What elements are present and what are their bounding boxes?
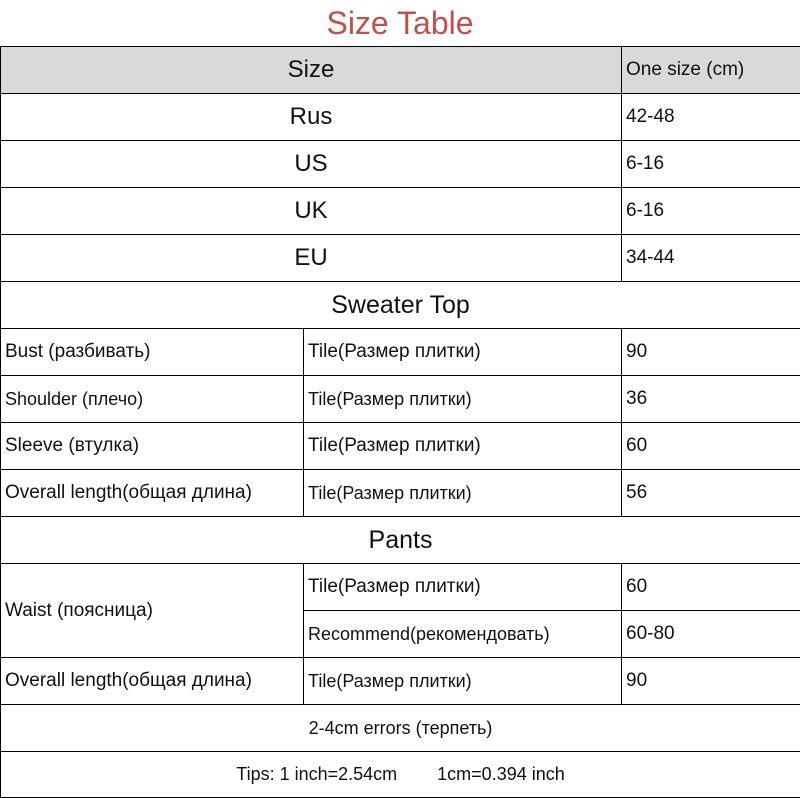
measure-name-cell: Shoulder (плечо) (1, 376, 304, 423)
note-row (1, 705, 800, 752)
header-size-cell: Size (1, 47, 622, 94)
conversion-tips: Tips: 1 inch=2.54cm 1cm=0.394 inch (1, 752, 800, 798)
measure-value-cell: 36 (622, 376, 800, 423)
size-label-cell: Rus (1, 94, 622, 141)
size-value-cell: 34-44 (622, 235, 800, 282)
table-row (1, 235, 800, 282)
measure-name-cell: Overall length(общая длина) (1, 658, 304, 705)
measure-name-cell: Overall length(общая длина) (1, 470, 304, 517)
size-label-cell: US (1, 141, 622, 188)
table-row (1, 329, 800, 376)
size-label-cell: EU (1, 235, 622, 282)
measure-value-cell: 60 (622, 564, 800, 611)
table-row (1, 423, 800, 470)
measure-value-cell: 90 (622, 329, 800, 376)
header-value-cell: One size (cm) (622, 47, 800, 94)
table-header-row (1, 47, 800, 94)
measure-method-cell: Recommend(рекомендовать) (304, 611, 622, 658)
section-title-sweater: Sweater Top (1, 282, 800, 329)
table-row (1, 564, 800, 611)
measure-method-cell: Tile(Размер плитки) (304, 376, 622, 423)
size-value-cell: 42-48 (622, 94, 800, 141)
measure-method-cell: Tile(Размер плитки) (304, 329, 622, 376)
section-row (1, 517, 800, 564)
measure-value-cell: 60-80 (622, 611, 800, 658)
size-label-cell: UK (1, 188, 622, 235)
table-row (1, 470, 800, 517)
tolerance-note: 2-4cm errors (терпеть) (1, 705, 800, 752)
measure-method-cell: Tile(Размер плитки) (304, 564, 622, 611)
measure-name-cell: Sleeve (втулка) (1, 423, 304, 470)
measure-name-cell: Waist (поясница) (1, 564, 304, 658)
tips-row (1, 752, 800, 798)
measure-name-cell: Bust (разбивать) (1, 329, 304, 376)
size-table (0, 46, 800, 798)
section-title-pants: Pants (1, 517, 800, 564)
table-row (1, 658, 800, 705)
measure-method-cell: Tile(Размер плитки) (304, 423, 622, 470)
measure-value-cell: 60 (622, 423, 800, 470)
page-title: Size Table (0, 0, 800, 46)
measure-value-cell: 90 (622, 658, 800, 705)
table-row (1, 188, 800, 235)
table-row (1, 376, 800, 423)
section-row (1, 282, 800, 329)
size-value-cell: 6-16 (622, 141, 800, 188)
measure-value-cell: 56 (622, 470, 800, 517)
measure-method-cell: Tile(Размер плитки) (304, 658, 622, 705)
measure-method-cell: Tile(Размер плитки) (304, 470, 622, 517)
table-row (1, 94, 800, 141)
size-value-cell: 6-16 (622, 188, 800, 235)
table-row (1, 141, 800, 188)
